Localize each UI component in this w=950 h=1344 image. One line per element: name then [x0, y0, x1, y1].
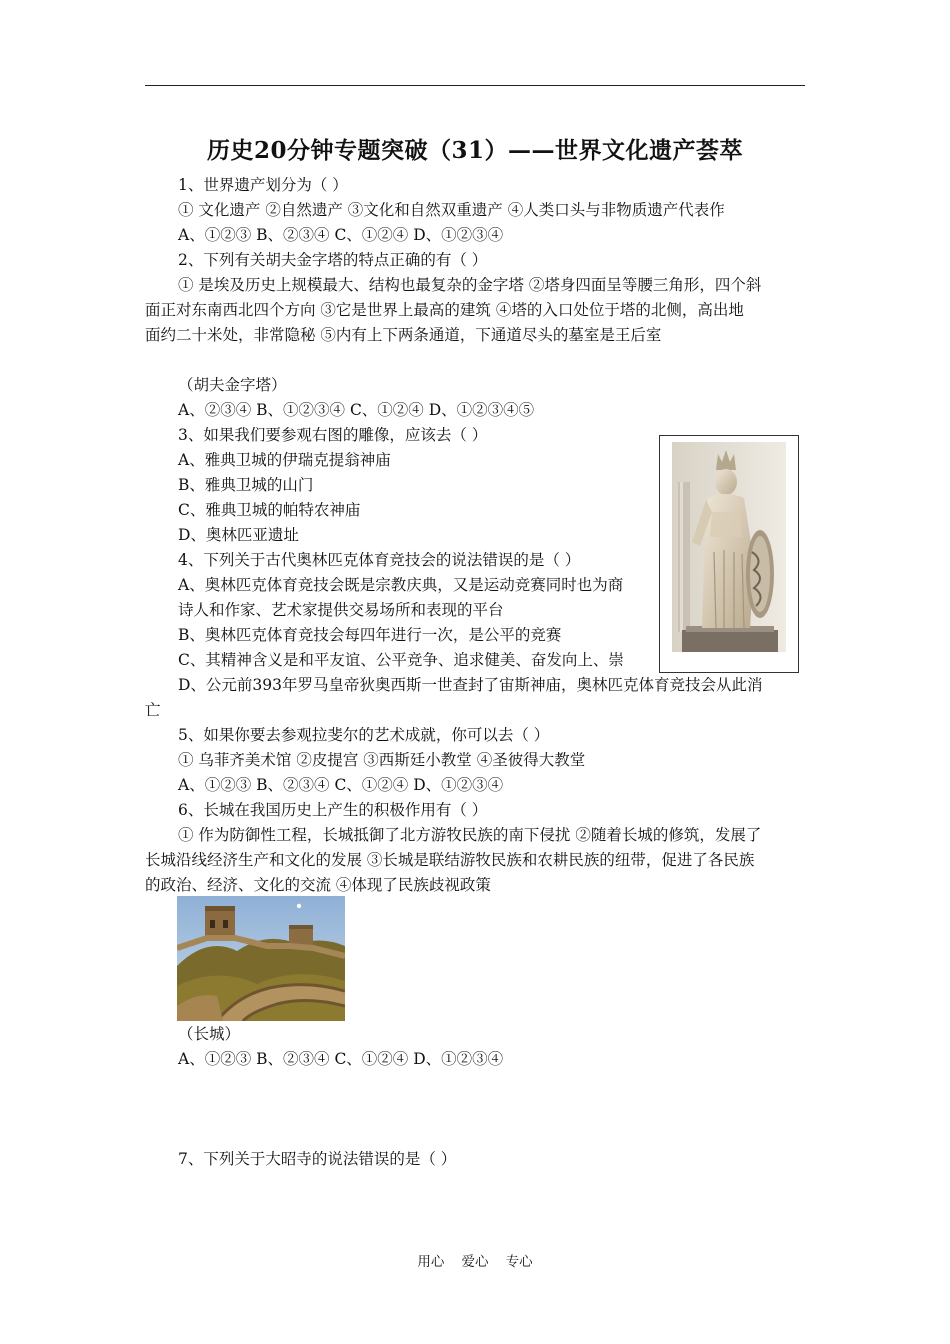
q2-options: A、②③④ B、①②③④ C、①②④ D、①②③④⑤: [178, 401, 535, 419]
q6-options: A、①②③ B、②③④ C、①②④ D、①②③④: [178, 1050, 504, 1068]
q3-option-d: D、奥林匹亚遗址: [178, 526, 299, 544]
q3-option-c: C、雅典卫城的帕特农神庙: [178, 501, 361, 519]
q4-option-a-line2: 诗人和作家、艺术家提供交易场所和表现的平台: [178, 601, 504, 619]
athena-statue-image: [672, 442, 786, 652]
q1-stem: 1、世界遗产划分为（ ）: [178, 176, 348, 194]
q7-stem: 7、下列关于大昭寺的说法错误的是（ ）: [178, 1150, 457, 1168]
q6-items-line1: ① 作为防御性工程，长城抵御了北方游牧民族的南下侵扰 ②随着长城的修筑，发展了: [178, 826, 762, 844]
q5-stem: 5、如果你要去参观拉斐尔的艺术成就，你可以去（ ）: [178, 726, 550, 744]
q6-items-line2: 长城沿线经济生产和文化的发展 ③长城是联结游牧民族和农耕民族的纽带，促进了各民族: [145, 851, 755, 869]
q4-option-d-line1: D、公元前393年罗马皇帝狄奥西斯一世查封了宙斯神庙，奥林匹克体育竞技会从此消: [178, 676, 763, 694]
q4-option-c: C、其精神含义是和平友谊、公平竞争、追求健美、奋发向上、崇: [178, 651, 624, 669]
q1-items: ① 文化遗产 ②自然遗产 ③文化和自然双重遗产 ④人类口头与非物质遗产代表作: [178, 201, 725, 219]
q2-items-line2: 面正对东南西北四个方向 ③它是世界上最高的建筑 ④塔的入口处位于塔的北侧，高出地: [145, 301, 744, 319]
q6-items-line3: 的政治、经济、文化的交流 ④体现了民族歧视政策: [145, 876, 491, 894]
q4-stem: 4、下列关于古代奥林匹克体育竞技会的说法错误的是（ ）: [178, 551, 581, 569]
pyramid-caption: （胡夫金字塔）: [178, 376, 287, 394]
athena-statue-figure: [659, 435, 799, 673]
header-rule: [145, 85, 805, 86]
q3-stem: 3、如果我们要参观右图的雕像，应该去（ ）: [178, 426, 488, 444]
q3-option-b: B、雅典卫城的山门: [178, 476, 314, 494]
q4-option-a-line1: A、奥林匹克体育竞技会既是宗教庆典，又是运动竞赛同时也为商: [178, 576, 624, 594]
q4-option-d-line2: 亡: [145, 701, 161, 719]
q1-options: A、①②③ B、②③④ C、①②④ D、①②③④: [178, 226, 504, 244]
q3-option-a: A、雅典卫城的伊瑞克提翁神庙: [178, 451, 391, 469]
great-wall-caption: （长城）: [178, 1025, 241, 1043]
q6-stem: 6、长城在我国历史上产生的积极作用有（ ）: [178, 801, 488, 819]
q5-options: A、①②③ B、②③④ C、①②④ D、①②③④: [178, 776, 504, 794]
q2-items-line3: 面约二十米处，非常隐秘 ⑤内有上下两条通道，下通道尽头的墓室是王后室: [145, 326, 662, 344]
q2-stem: 2、下列有关胡夫金字塔的特点正确的有（ ）: [178, 251, 488, 269]
page-title: 历史20分钟专题突破（31）——世界文化遗产荟萃: [206, 137, 743, 164]
page-footer: 用心 爱心 专心: [417, 1254, 533, 1270]
great-wall-image: [177, 896, 345, 1021]
q4-option-b: B、奥林匹克体育竞技会每四年进行一次，是公平的竞赛: [178, 626, 562, 644]
q2-items-line1: ① 是埃及历史上规模最大、结构也最复杂的金字塔 ②塔身四面呈等腰三角形，四个斜: [178, 276, 762, 294]
q5-items: ① 乌菲齐美术馆 ②皮提宫 ③西斯廷小教堂 ④圣彼得大教堂: [178, 751, 586, 769]
